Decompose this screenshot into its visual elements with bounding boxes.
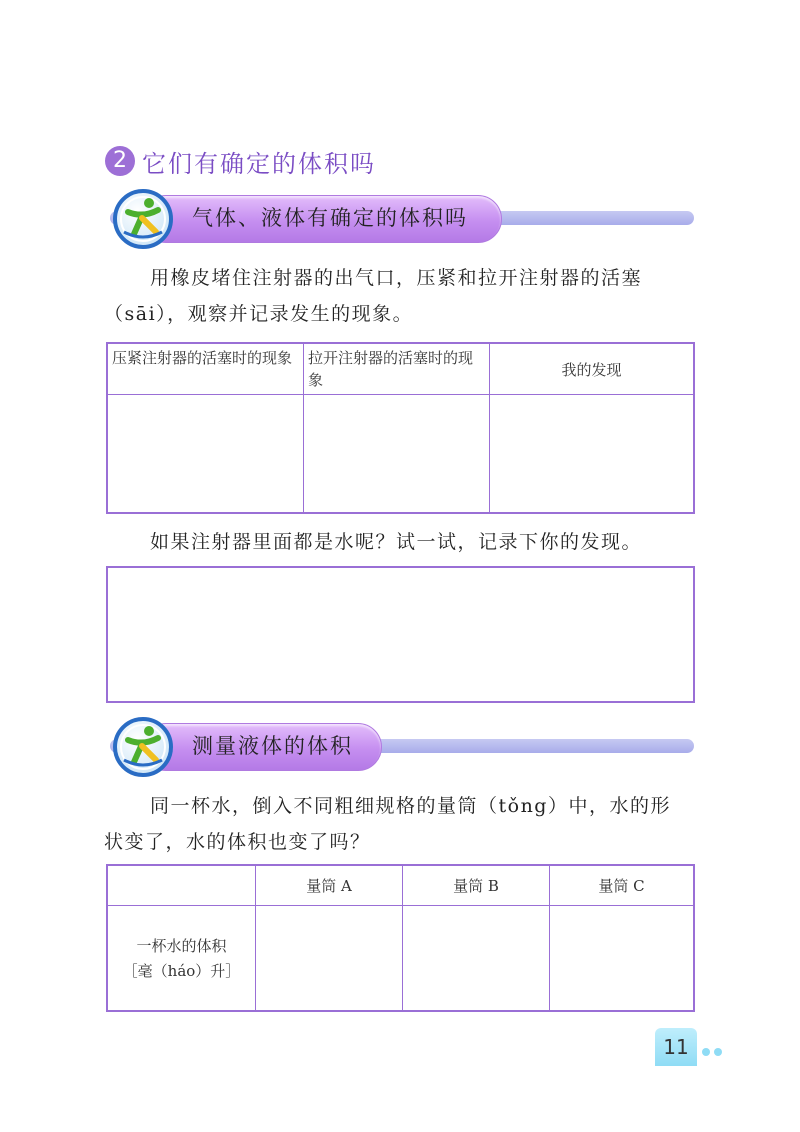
table-answer-cell[interactable] bbox=[550, 906, 693, 1010]
table-answer-cell[interactable] bbox=[256, 906, 403, 1010]
topic1-paragraph-line2: （sāi），观察并记录发生的现象。 bbox=[104, 303, 414, 325]
science-logo-icon bbox=[112, 188, 174, 250]
measurement-table bbox=[106, 864, 695, 1012]
row-label-line1: 一杯水的体积 bbox=[136, 937, 227, 955]
section-title: 它们有确定的体积吗 bbox=[142, 150, 376, 178]
topic2-title: 测量液体的体积 bbox=[192, 734, 353, 758]
table-answer-cell[interactable] bbox=[108, 395, 304, 512]
science-logo-icon bbox=[112, 716, 174, 778]
table-header-cell: 量筒 C bbox=[550, 866, 693, 906]
table-header-cell: 拉开注射器的活塞时的现象 bbox=[304, 344, 490, 395]
decorative-dot bbox=[714, 1048, 722, 1056]
topic2-paragraph-line1: 同一杯水，倒入不同粗细规格的量筒（tǒng）中，水的形 bbox=[150, 795, 671, 817]
decorative-dot bbox=[702, 1048, 710, 1056]
topic1-title: 气体、液体有确定的体积吗 bbox=[192, 206, 468, 230]
observation-table bbox=[106, 342, 695, 514]
table-answer-cell[interactable] bbox=[304, 395, 490, 512]
table-header-cell: 量筒 B bbox=[403, 866, 550, 906]
topic2-paragraph-line2: 状变了，水的体积也变了吗？ bbox=[104, 831, 371, 853]
table-header-cell bbox=[108, 866, 256, 906]
table-header-cell: 量筒 A bbox=[256, 866, 403, 906]
page-number: 11 bbox=[663, 1035, 689, 1059]
topic1-paragraph-line1: 用橡皮堵住注射器的出气口，压紧和拉开注射器的活塞 bbox=[150, 267, 643, 289]
row-label-line2: ［毫（háo）升］ bbox=[122, 962, 241, 980]
table-answer-cell[interactable] bbox=[490, 395, 693, 512]
table-header-cell: 压紧注射器的活塞时的现象 bbox=[108, 344, 304, 395]
table-header-cell: 我的发现 bbox=[490, 344, 693, 395]
row-label-cell bbox=[108, 906, 256, 1010]
topic1-question: 如果注射器里面都是水呢？试一试，记录下你的发现。 bbox=[150, 531, 643, 553]
section-number-badge: 2 bbox=[105, 146, 135, 176]
answer-box[interactable] bbox=[106, 566, 695, 703]
table-answer-cell[interactable] bbox=[403, 906, 550, 1010]
